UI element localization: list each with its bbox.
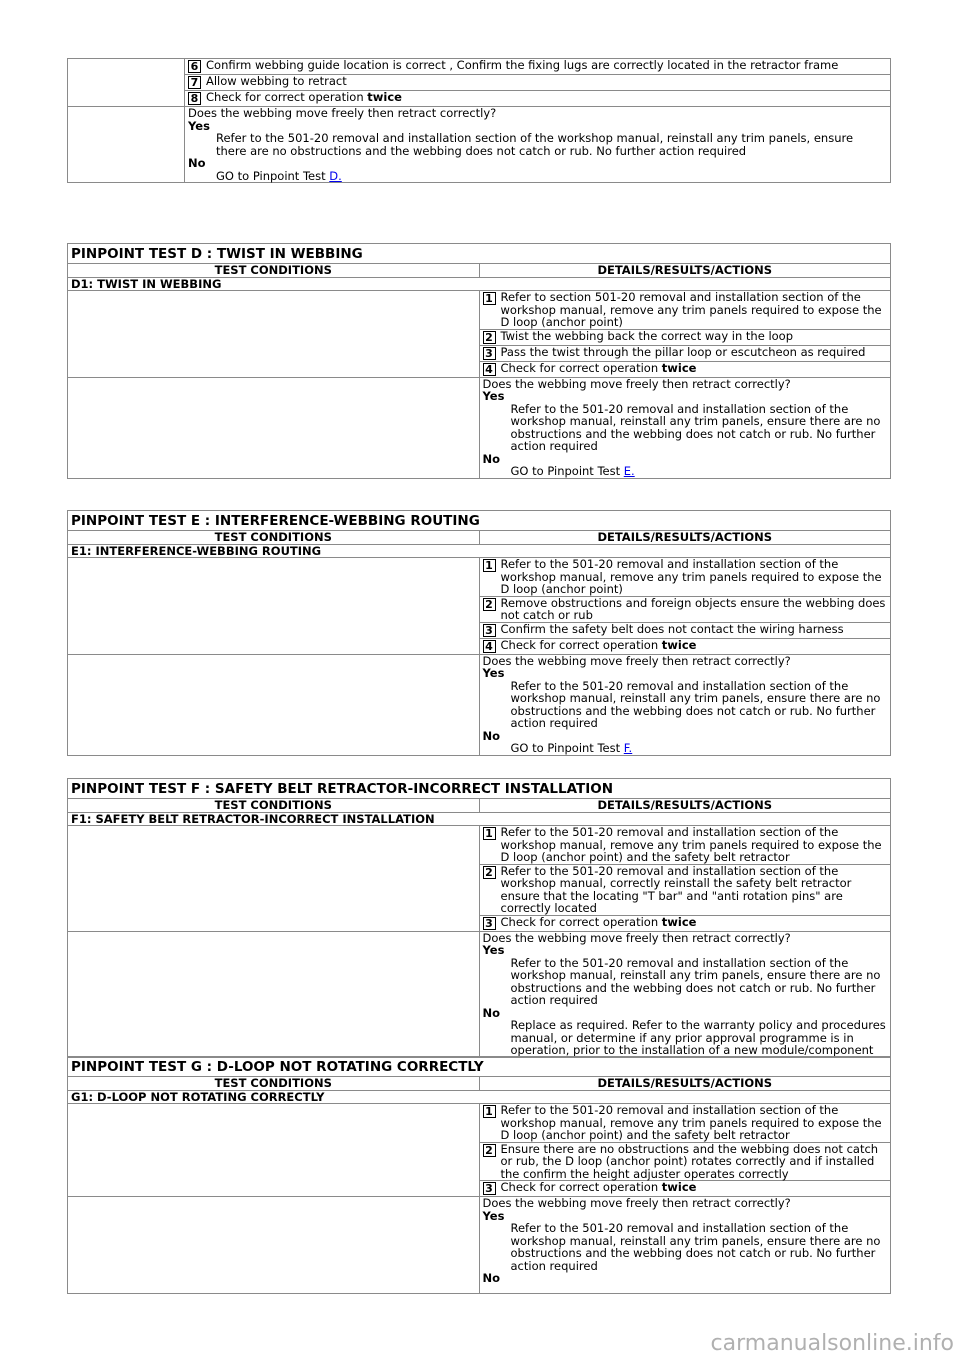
step-text: Refer to the 501-20 removal and installation section of the workshop manual, remove any trim panels required to expose the D loop (anchor point) and the safety belt retractor bbox=[500, 825, 882, 864]
result-question: Does the webbing move freely then retract correctly? bbox=[482, 653, 791, 668]
step-row bbox=[68, 75, 891, 91]
step-emphasis: twice bbox=[661, 914, 697, 929]
pinpoint-test-link[interactable]: E. bbox=[623, 464, 635, 478]
step-text: Refer to the 501-20 removal and installation section of the workshop manual, remove any trim panels required to expose the D loop (anchor point) bbox=[500, 557, 882, 596]
step-number: 2 bbox=[483, 331, 496, 344]
step-row bbox=[68, 558, 891, 597]
pinpoint-test-f-table bbox=[67, 778, 891, 1058]
step-text: Ensure there are no obstructions and the webbing does not catch or rub, the D loop (anchor point) rotates correctly and if installed the confirm the height adjuster operates correctly bbox=[500, 1141, 879, 1181]
no-label: No bbox=[482, 1271, 501, 1285]
step-emphasis: twice bbox=[661, 637, 697, 652]
pinpoint-test-g-table bbox=[67, 1056, 891, 1294]
step-row bbox=[68, 91, 891, 107]
yes-label: Yes bbox=[482, 943, 505, 957]
test-step-title: G1: D-LOOP NOT ROTATING CORRECTLY bbox=[68, 1090, 891, 1104]
test-title: PINPOINT TEST D : TWIST IN WEBBING bbox=[68, 244, 891, 264]
step-number: 2 bbox=[483, 866, 496, 879]
yes-text: Refer to the 501-20 removal and installation section of the workshop manual, reinstall any trim panels, ensure there are no obstructions and the webbing does not catch or rub. No further action required bbox=[510, 678, 881, 730]
step-text: Confirm webbing guide location is correct , Confirm the fixing lugs are correctly located in the retractor frame bbox=[206, 58, 839, 72]
result-question: Does the webbing move freely then retract correctly? bbox=[188, 106, 497, 120]
step-number: 3 bbox=[483, 347, 496, 360]
step-number: 4 bbox=[483, 640, 496, 653]
step-number: 4 bbox=[483, 363, 496, 376]
no-text: Replace as required. Refer to the warranty policy and procedures manual, or determine if any prior approval programme is in operation, prior to the installation of a new module/component bbox=[510, 1018, 886, 1057]
step-text: Check for correct operation bbox=[206, 90, 368, 104]
col-header-details: DETAILS/RESULTS/ACTIONS bbox=[479, 799, 891, 813]
step-text: Refer to the 501-20 removal and installation section of the workshop manual, remove any trim panels required to expose the D loop (anchor point) and the safety belt retractor bbox=[500, 1103, 882, 1142]
step-number: 1 bbox=[483, 292, 496, 305]
yes-label: Yes bbox=[188, 118, 210, 133]
no-label: No bbox=[482, 728, 501, 743]
col-header-conditions: TEST CONDITIONS bbox=[68, 531, 480, 545]
step-row bbox=[68, 826, 891, 865]
step-row bbox=[68, 1104, 891, 1143]
step-number: 2 bbox=[483, 1144, 496, 1157]
step-text: Confirm the safety belt does not contact the wiring harness bbox=[500, 621, 844, 636]
pinpoint-test-e-table bbox=[67, 510, 891, 756]
test-c-continuation-table bbox=[67, 58, 891, 183]
pinpoint-test-d-table bbox=[67, 243, 891, 479]
step-number: 3 bbox=[483, 917, 496, 930]
col-header-conditions: TEST CONDITIONS bbox=[68, 1077, 480, 1091]
test-step-title: F1: SAFETY BELT RETRACTOR-INCORRECT INSTALLATION bbox=[68, 812, 891, 826]
step-emphasis: twice bbox=[661, 360, 697, 375]
result-row bbox=[68, 931, 891, 1057]
test-title: PINPOINT TEST E : INTERFERENCE-WEBBING ROUTING bbox=[68, 511, 891, 531]
no-text: GO to Pinpoint Test bbox=[510, 741, 624, 755]
result-row bbox=[68, 1197, 891, 1294]
step-number: 8 bbox=[188, 92, 201, 105]
step-number: 3 bbox=[483, 624, 496, 637]
step-number: 6 bbox=[188, 60, 201, 73]
no-text: GO to Pinpoint Test bbox=[216, 168, 330, 183]
result-row bbox=[68, 377, 891, 478]
step-text: Twist the webbing back the correct way in the loop bbox=[500, 328, 794, 343]
watermark[interactable]: carmanualsonline.info bbox=[710, 1331, 954, 1356]
no-text: GO to Pinpoint Test bbox=[510, 464, 624, 478]
step-text: Refer to section 501-20 removal and installation section of the workshop manual, remove any trim panels required to expose the D loop (anchor point) bbox=[500, 290, 882, 329]
col-header-conditions: TEST CONDITIONS bbox=[68, 799, 480, 813]
step-text: Refer to the 501-20 removal and installation section of the workshop manual, correctly reinstall the safety belt retractor ensure that the locating "T bar" and "anti rotation pins" are correctly located bbox=[500, 863, 852, 915]
no-label: No bbox=[482, 1005, 501, 1020]
col-header-details: DETAILS/RESULTS/ACTIONS bbox=[479, 531, 891, 545]
test-step-title: D1: TWIST IN WEBBING bbox=[68, 277, 891, 291]
step-text: Check for correct operation bbox=[500, 637, 662, 652]
step-text: Pass the twist through the pillar loop or escutcheon as required bbox=[500, 344, 866, 359]
test-title: PINPOINT TEST G : D-LOOP NOT ROTATING CORRECTLY bbox=[68, 1057, 891, 1077]
step-text: Check for correct operation bbox=[500, 360, 662, 375]
step-number: 1 bbox=[483, 559, 496, 572]
no-label: No bbox=[188, 156, 206, 170]
result-row bbox=[68, 107, 891, 183]
step-text: Check for correct operation bbox=[500, 1180, 662, 1194]
step-number: 3 bbox=[483, 1182, 496, 1195]
test-title: PINPOINT TEST F : SAFETY BELT RETRACTOR-INCORRECT INSTALLATION bbox=[68, 779, 891, 799]
col-header-conditions: TEST CONDITIONS bbox=[68, 264, 480, 278]
no-label: No bbox=[482, 451, 501, 466]
col-header-details: DETAILS/RESULTS/ACTIONS bbox=[479, 1077, 891, 1091]
step-text: Remove obstructions and foreign objects ensure the webbing does not catch or rub bbox=[500, 595, 886, 622]
step-number: 1 bbox=[483, 1105, 496, 1118]
yes-label: Yes bbox=[482, 389, 505, 403]
result-question: Does the webbing move freely then retract correctly? bbox=[482, 376, 791, 391]
yes-text: Refer to the 501-20 removal and installation section of the workshop manual, reinstall any trim panels, ensure there are no obstructions and the webbing does not catch or rub. No further action required bbox=[216, 131, 854, 158]
step-number: 2 bbox=[483, 598, 496, 611]
test-step-title: E1: INTERFERENCE-WEBBING ROUTING bbox=[68, 544, 891, 558]
yes-label: Yes bbox=[482, 666, 505, 680]
step-number: 7 bbox=[188, 76, 201, 89]
col-header-details: DETAILS/RESULTS/ACTIONS bbox=[479, 264, 891, 278]
yes-label: Yes bbox=[482, 1208, 505, 1223]
yes-text: Refer to the 501-20 removal and installation section of the workshop manual, reinstall any trim panels, ensure there are no obstructions and the webbing does not catch or rub. No further action required bbox=[510, 401, 881, 453]
step-number: 1 bbox=[483, 827, 496, 840]
step-row bbox=[68, 291, 891, 330]
result-row bbox=[68, 654, 891, 755]
result-question: Does the webbing move freely then retract correctly? bbox=[482, 930, 791, 945]
step-row bbox=[68, 59, 891, 75]
pinpoint-test-link[interactable]: D. bbox=[329, 168, 342, 183]
pinpoint-test-link[interactable]: F. bbox=[623, 741, 633, 755]
yes-text: Refer to the 501-20 removal and installation section of the workshop manual, reinstall any trim panels, ensure there are no obstructions and the webbing does not catch or rub. No further action required bbox=[510, 955, 881, 1007]
step-text: Allow webbing to retract bbox=[206, 74, 347, 88]
step-emphasis: twice bbox=[661, 1180, 697, 1194]
step-emphasis: twice bbox=[367, 90, 402, 104]
yes-text: Refer to the 501-20 removal and installation section of the workshop manual, reinstall any trim panels, ensure there are no obstructions and the webbing does not catch or rub. No further action required bbox=[510, 1221, 881, 1273]
result-question: Does the webbing move freely then retract correctly? bbox=[482, 1196, 791, 1210]
step-text: Check for correct operation bbox=[500, 914, 662, 929]
